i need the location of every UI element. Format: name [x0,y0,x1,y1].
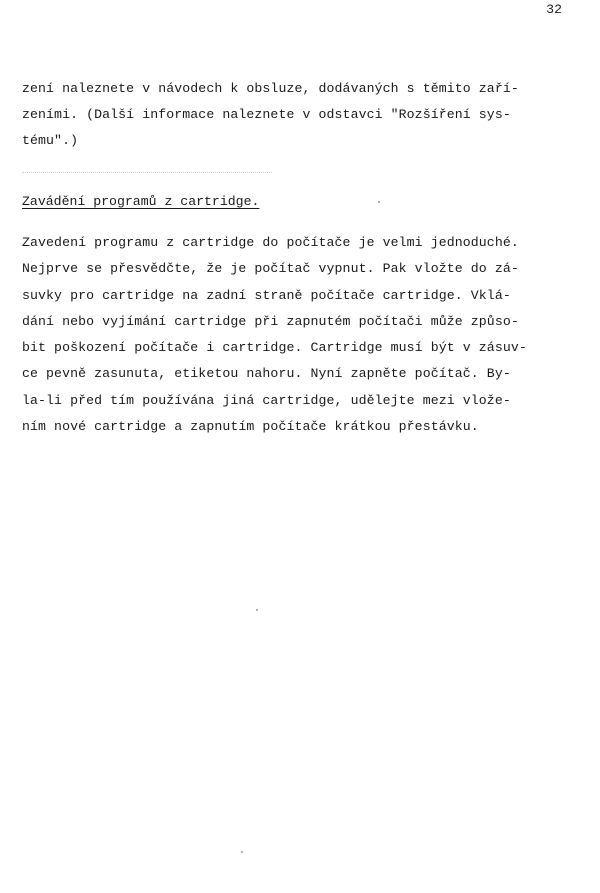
section-heading: Zavádění programů z cartridge. [22,194,260,209]
text-line: ním nové cartridge a zapnutím počítače krátkou přestávku. [22,419,479,435]
scan-speckle-divider [22,172,272,181]
text-line: zení naleznete v návodech k obsluze, dodávaných s těmito zaří- [22,81,519,96]
text-line: dání nebo vyjímání cartridge při zapnutém počítači může způso- [22,313,519,329]
text-line: Zavedení programu z cartridge do počítače je velmi jednoduché. [22,235,519,250]
text-line: Nejprve se přesvědčte, že je počítač vypnut. Pak vložte do zá- [22,261,519,277]
text-line: tému".) [22,133,79,148]
scan-speck [256,609,258,611]
text-line: ce pevně zasunuta, etiketou nahoru. Nyní zapněte počítač. By- [22,366,511,382]
text-line: bit poškození počítače i cartridge. Cartridge musí být v zásuv- [22,340,527,356]
page-number: 32 [546,2,562,17]
intro-paragraph [22,76,582,154]
text-line: suvky pro cartridge na zadní straně počítače cartridge. Vklá- [22,287,511,303]
text-line: zeními. (Další informace naleznete v odstavci "Rozšíření sys- [22,107,511,122]
text-line: la-li před tím používána jiná cartridge, udělejte mezi vlože- [22,392,511,408]
scan-speck [241,851,243,853]
scan-speck [378,201,380,203]
section-paragraph [22,230,582,440]
